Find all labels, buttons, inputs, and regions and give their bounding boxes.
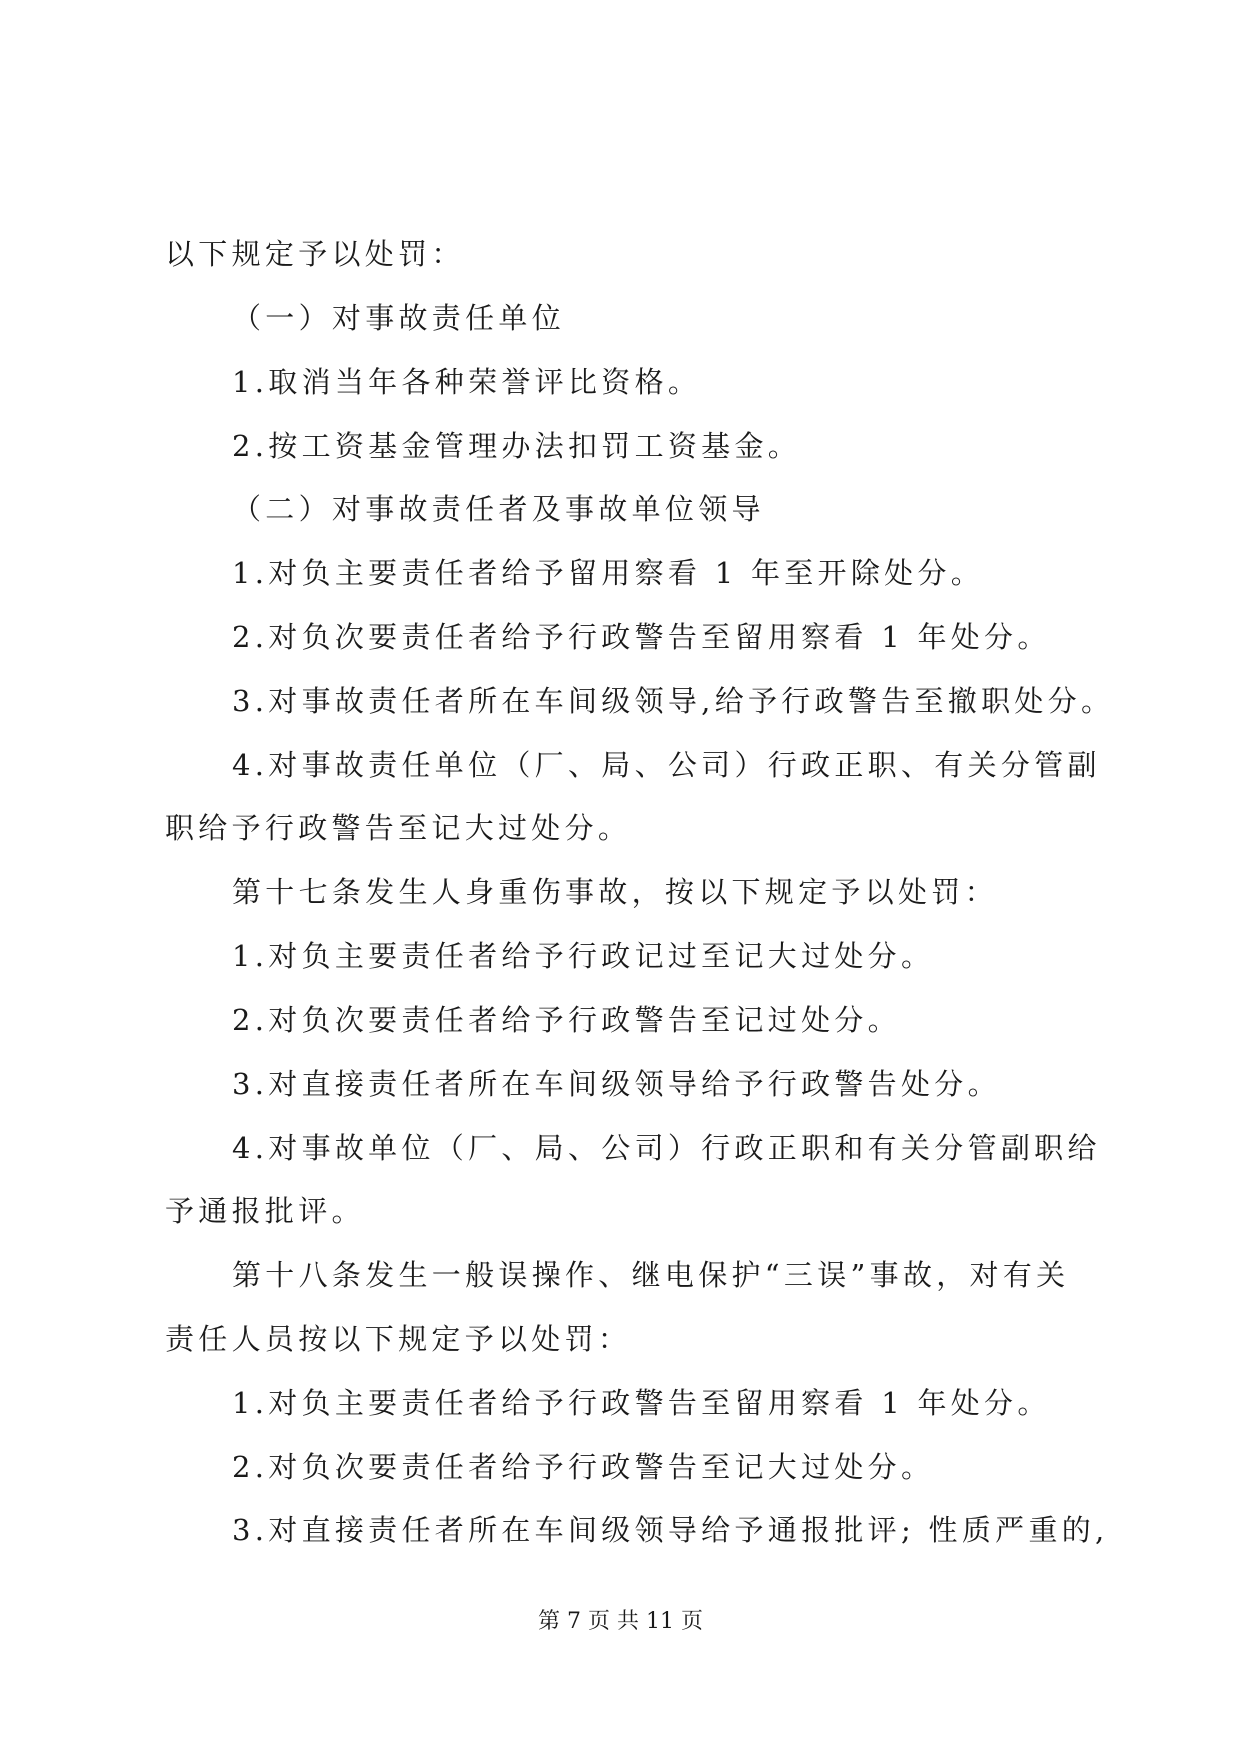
text-line: 职给予行政警告至记大过处分。 bbox=[165, 811, 632, 845]
section-heading: （一）对事故责任单位 bbox=[232, 301, 566, 335]
article-paragraph: 第十七条发生人身重伤事故，按以下规定予以处罚： bbox=[232, 875, 998, 909]
section-heading: （二）对事故责任者及事故单位领导 bbox=[232, 492, 765, 526]
list-item: 4.对事故单位（厂、局、公司）行政正职和有关分管副职给 bbox=[232, 1131, 1101, 1165]
list-item: 1.对负主要责任者给予行政记过至记大过处分。 bbox=[232, 939, 935, 973]
list-item: 1.取消当年各种荣誉评比资格。 bbox=[232, 365, 702, 399]
list-item: 2.对负次要责任者给予行政警告至记过处分。 bbox=[232, 1003, 901, 1037]
list-item: 4.对事故责任单位（厂、局、公司）行政正职、有关分管副 bbox=[232, 748, 1101, 782]
text-line: 责任人员按以下规定予以处罚： bbox=[165, 1322, 632, 1356]
list-item: 1.对负主要责任者给予留用察看 1 年至开除处分。 bbox=[232, 556, 985, 590]
list-item: 3.对直接责任者所在车间级领导给予通报批评; 性质严重的, bbox=[232, 1513, 1109, 1547]
page-number-footer: 第 7 页 共 11 页 bbox=[538, 1609, 703, 1634]
list-item: 2.对负次要责任者给予行政警告至记大过处分。 bbox=[232, 1450, 935, 1484]
list-item: 2.按工资基金管理办法扣罚工资基金。 bbox=[232, 429, 802, 463]
list-item: 1.对负主要责任者给予行政警告至留用察看 1 年处分。 bbox=[232, 1386, 1051, 1420]
article-paragraph: 第十八条发生一般误操作、继电保护“三误”事故，对有关 bbox=[232, 1258, 1070, 1292]
list-item: 2.对负次要责任者给予行政警告至留用察看 1 年处分。 bbox=[232, 620, 1051, 654]
text-line: 以下规定予以处罚： bbox=[165, 237, 465, 271]
list-item: 3.对直接责任者所在车间级领导给予行政警告处分。 bbox=[232, 1067, 1001, 1101]
list-item: 3.对事故责任者所在车间级领导,给予行政警告至撤职处分。 bbox=[232, 684, 1115, 718]
text-line: 予通报批评。 bbox=[165, 1194, 365, 1228]
